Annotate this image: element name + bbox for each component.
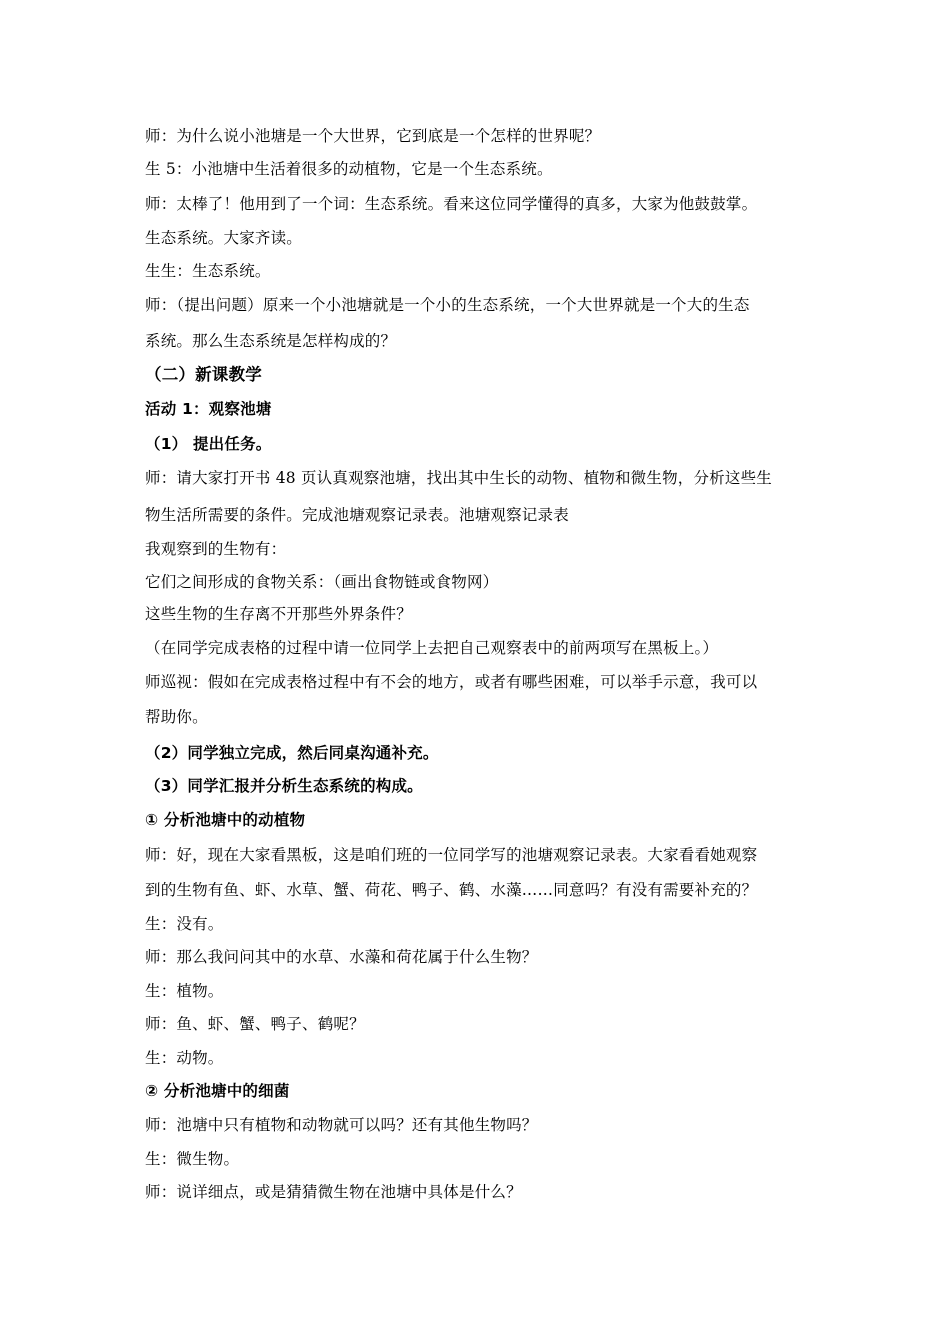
text-line: 师巡视：假如在完成表格过程中有不会的地方，或者有哪些困难，可以举手示意，我可以 [145,673,758,691]
text-line: 生态系统。大家齐读。 [145,229,303,247]
text-line: 到的生物有鱼、虾、水草、蟹、荷花、鸭子、鹤、水藻……同意吗？有没有需要补充的？ [145,881,758,899]
text-line: 它们之间形成的食物关系：（画出食物链或食物网） [145,573,499,591]
section-heading: （二）新课教学 [145,365,262,384]
step-heading: （1） 提出任务。 [145,435,272,453]
text-line: 生 5：小池塘中生活着很多的动植物，它是一个生态系统。 [145,160,553,178]
text-line: 生：动物。 [145,1049,224,1067]
text-line: 师：说详细点，或是猜猜微生物在池塘中具体是什么？ [145,1183,522,1201]
subsection-heading: ② 分析池塘中的细菌 [145,1082,290,1100]
text-line: 师：好，现在大家看黑板，这是咱们班的一位同学写的池塘观察记录表。大家看看她观察 [145,846,758,864]
text-line: 这些生物的生存离不开那些外界条件？ [145,605,412,623]
text-line: 生：植物。 [145,982,224,1000]
activity-heading: 活动 1：观察池塘 [145,400,272,418]
text-line: 生：微生物。 [145,1150,240,1168]
text-line: 我观察到的生物有： [145,540,287,558]
text-line: 师：太棒了！他用到了一个词：生态系统。看来这位同学懂得的真多，大家为他鼓鼓掌。 [145,195,758,213]
text-line: 师：鱼、虾、蟹、鸭子、鹤呢？ [145,1015,365,1033]
text-line: 生：没有。 [145,915,224,933]
text-line: （在同学完成表格的过程中请一位同学上去把自己观察表中的前两项写在黑板上。） [145,639,719,657]
text-line: 系统。那么生态系统是怎样构成的？ [145,332,397,350]
subsection-heading: ① 分析池塘中的动植物 [145,811,306,829]
text-line: 师：池塘中只有植物和动物就可以吗？还有其他生物吗？ [145,1116,538,1134]
text-line: 师：请大家打开书 48 页认真观察池塘，找出其中生长的动物、植物和微生物，分析这些生 [145,469,772,487]
step-heading: （3）同学汇报并分析生态系统的构成。 [145,777,423,795]
text-line: 师：那么我问问其中的水草、水藻和荷花属于什么生物？ [145,948,538,966]
text-line: 师：为什么说小池塘是一个大世界，它到底是一个怎样的世界呢？ [145,127,601,145]
step-heading: （2）同学独立完成，然后同桌沟通补充。 [145,744,439,762]
text-line: 师：（提出问题）原来一个小池塘就是一个小的生态系统，一个大世界就是一个大的生态 [145,296,750,314]
text-line: 物生活所需要的条件。完成池塘观察记录表。池塘观察记录表 [145,506,569,524]
text-line: 帮助你。 [145,708,208,726]
text-line: 生生：生态系统。 [145,262,271,280]
